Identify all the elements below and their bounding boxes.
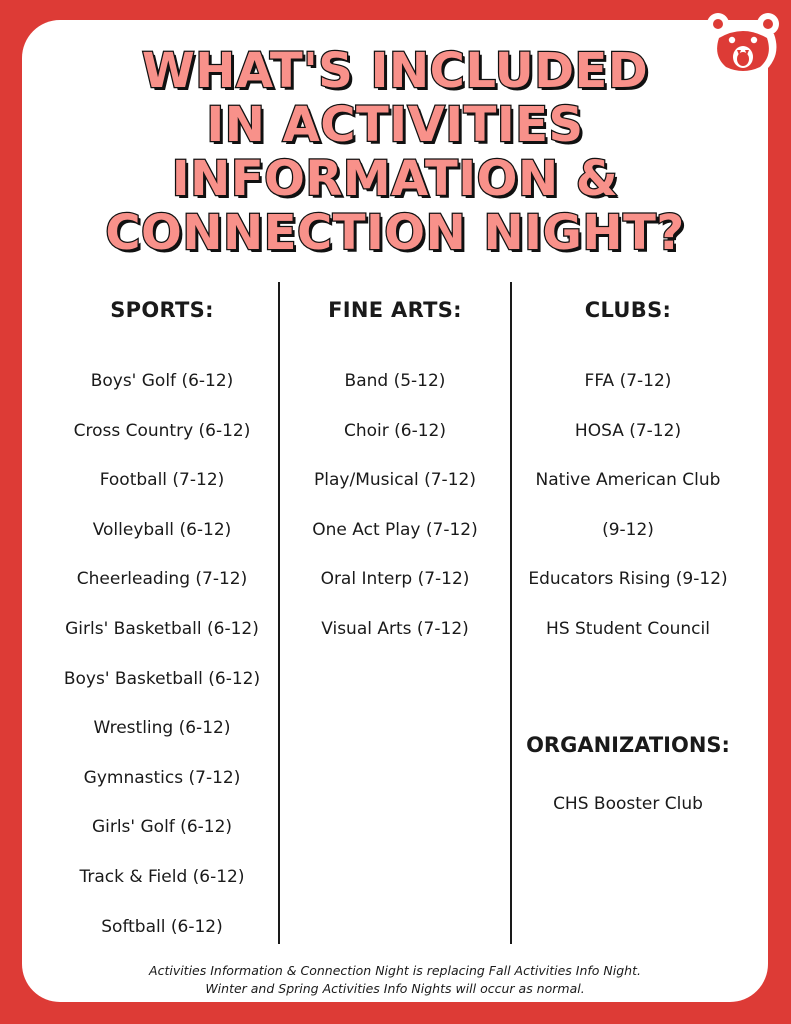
footer-line-1: Activities Information & Connection Night is replacing Fall Activities Info Night.: [149, 963, 641, 978]
list-item: Choir (6-12): [343, 420, 446, 441]
list-item: FFA (7-12): [584, 371, 672, 391]
page-title: [22, 44, 768, 260]
list-item: Band (5-12): [344, 371, 446, 391]
fine-arts-column: [280, 295, 510, 655]
sports-column: [46, 295, 278, 952]
title-line-1: WHAT'S INCLUDED: [141, 43, 649, 99]
list-item: Gymnastics (7-12): [83, 767, 241, 788]
footer-note: [22, 962, 768, 998]
list-item: Play/Musical (7-12): [314, 470, 476, 491]
list-item: HS Student Council: [546, 618, 710, 639]
list-item: Native American Club: [535, 470, 721, 491]
list-item: Football (7-12): [99, 470, 225, 491]
list-item: Boys' Basketball (6-12): [63, 668, 261, 689]
fine-arts-heading: FINE ARTS:: [328, 298, 462, 322]
sports-list: [46, 357, 278, 952]
list-item: Visual Arts (7-12): [321, 618, 469, 639]
list-item: Volleyball (6-12): [92, 519, 232, 540]
footer-line-2: Winter and Spring Activities Info Nights will occur as normal.: [205, 981, 585, 996]
list-item: Girls' Golf (6-12): [91, 817, 233, 838]
sports-heading: SPORTS:: [110, 298, 214, 322]
fine-arts-list: [280, 357, 510, 655]
title-line-3: INFORMATION &: [171, 151, 619, 207]
list-item: Boys' Golf (6-12): [90, 371, 234, 391]
list-item: Girls' Basketball (6-12): [65, 618, 259, 639]
list-item: Cross Country (6-12): [73, 420, 251, 441]
list-item: Educators Rising (9-12): [528, 569, 728, 590]
list-item: CHS Booster Club: [553, 794, 703, 814]
title-line-4: CONNECTION NIGHT?: [105, 205, 685, 261]
organizations-heading: ORGANIZATIONS:: [526, 733, 730, 757]
list-item: HOSA (7-12): [574, 420, 682, 441]
list-item: Track & Field (6-12): [79, 866, 245, 887]
clubs-column: [512, 295, 744, 655]
list-item: Cheerleading (7-12): [76, 569, 248, 590]
clubs-list: [512, 357, 744, 655]
title-line-2: IN ACTIVITIES: [206, 97, 584, 153]
list-item: Softball (6-12): [101, 916, 223, 937]
list-item: (9-12): [602, 519, 654, 540]
list-item: Wrestling (6-12): [93, 718, 231, 739]
organizations-list: [512, 780, 744, 830]
list-item: One Act Play (7-12): [312, 519, 478, 540]
clubs-heading: CLUBS:: [584, 298, 672, 322]
list-item: Oral Interp (7-12): [320, 569, 470, 590]
